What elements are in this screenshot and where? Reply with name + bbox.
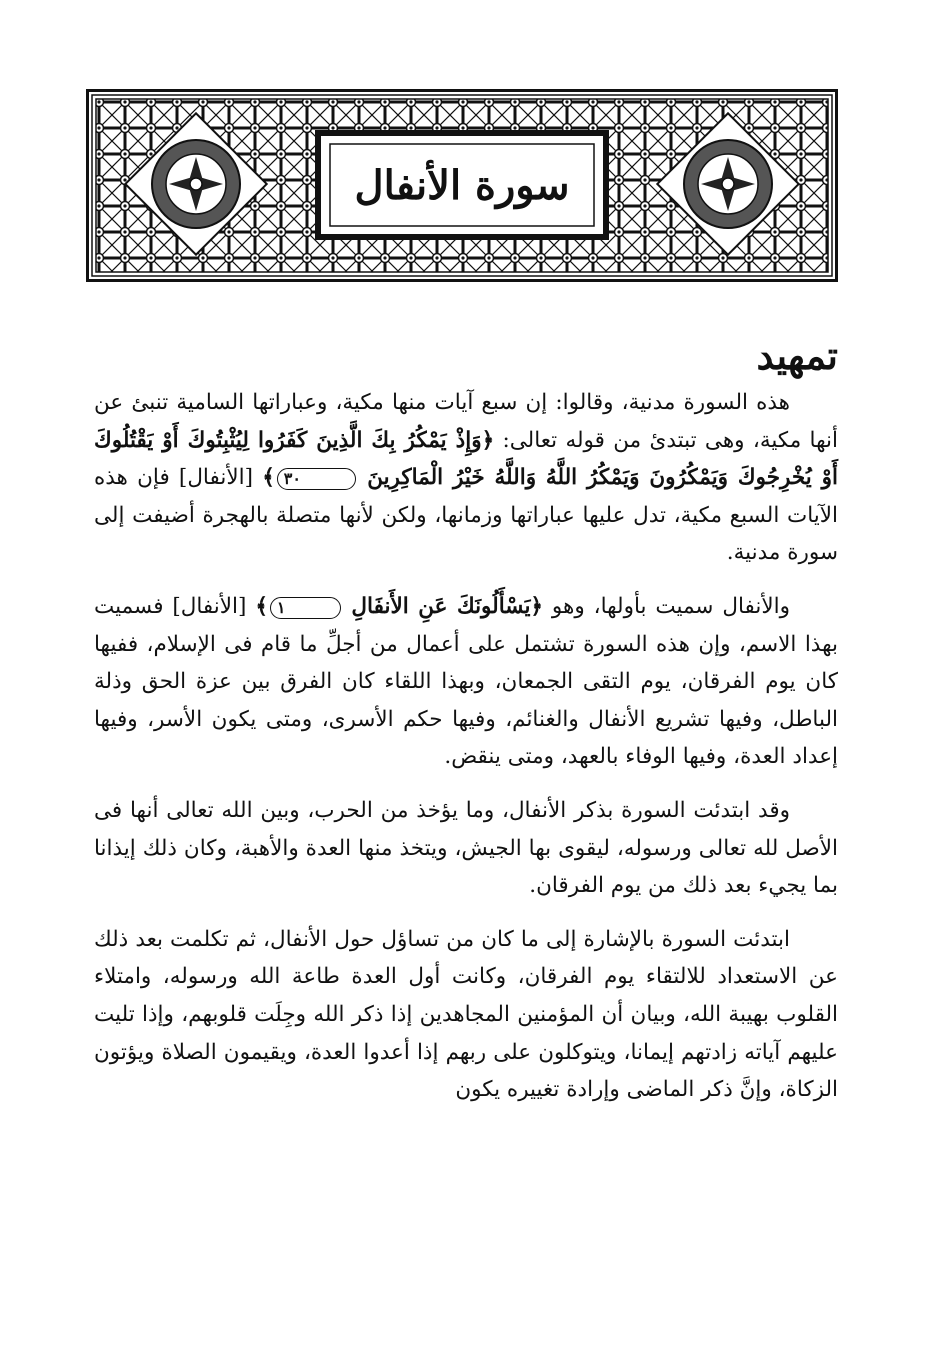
section-heading: تمهيد (756, 333, 838, 378)
paragraph-3: وقد ابتدئت السورة بذكر الأنفال، وما يؤخذ من الحرب، وبين الله تعالى أنها فى الأصل لله تعالى ورسوله، ليقوى بها الجيش، ويتخذ منها العدة والأهبة، وكان ذلك إيذانا بما يجيء بعد ذلك من يوم الفرقان. (94, 797, 839, 899)
paragraph-text: هذه السورة مدنية، وقالوا: إن سبع آيات منها مكية، وعباراتها السامية تنبئ عن أنها مكية، وهى تبتدئ من قوله تعالى: (94, 390, 838, 453)
paragraph-text: والأنفال سميت بأولها، وهو (543, 593, 790, 619)
quran-verse: ﴿يَسْأَلُونَكَ عَنِ الأَنفَالِ (351, 593, 544, 619)
surah-title-banner (86, 89, 838, 282)
paragraph-text: [الأنفال] فسميت بهذا الاسم، وإن هذه السورة تشتمل على أعمال من أجلِّ ما قام فى الإسلام، ففيها كان يوم الفرقان، يوم التقى الجمعان، وبهذا اللقاء كان الفرق بين عزة الحق وذلة الباطل، وفيها تشريع الأنفال والغنائم، وفيها حكم الأسرى، ومتى يكون الأسر، وفيها إعداد العدة، وفيها الوفاء بالعهد، ومتى ينقض. (94, 593, 838, 770)
paragraph-1 (94, 384, 838, 572)
main-content (94, 330, 838, 1125)
quran-bracket-close: ﴾ (262, 465, 275, 491)
paragraph-2 (94, 588, 838, 776)
quran-verse: ﴿وَإِذْ يَمْكُرُ بِكَ الَّذِينَ كَفَرُوا لِيُثْبِتُوكَ أَوْ يَقْتُلُوكَ أَوْ يُخْرِجُوكَ وَيَمْكُرُونَ وَيَمْكُرُ اللَّهُ وَاللَّهُ خَيْرُ الْمَاكِرِينَ (94, 427, 838, 491)
quran-bracket-close: ﴾ (255, 593, 268, 619)
paragraph-text: [الأنفال] فإن هذه الآيات السبع مكية، تدل عليها عباراتها وزمانها، ولكن لأنها متصلة بالهجرة أضيفت إلى سورة مدنية. (94, 465, 838, 566)
ayah-number-badge: ٣٠ (277, 468, 356, 490)
surah-title: سورة الأنفال (354, 161, 570, 209)
ayah-number-badge: ١ (270, 597, 341, 619)
paragraph-4: ابتدئت السورة بالإشارة إلى ما كان من تساؤل حول الأنفال، ثم تكلمت بعد ذلك عن الاستعداد للالتقاء يوم الفرقان، وكانت أول العدة طاعة الله ورسوله، وامتلاء القلوب بهيبة الله، وبيان أن المؤمنين المجاهدين إذا ذكر الله وجِلَت قلوبهم، وإذا تليت عليهم آياته زادتهم إيمانا، ويتوكلون على ربهم إذا أعدوا العدة، ويقيمون الصلاة ويؤتون الزكاة، وإنَّ ذكر الماضى وإرادة تغييره يكون (94, 926, 838, 1103)
